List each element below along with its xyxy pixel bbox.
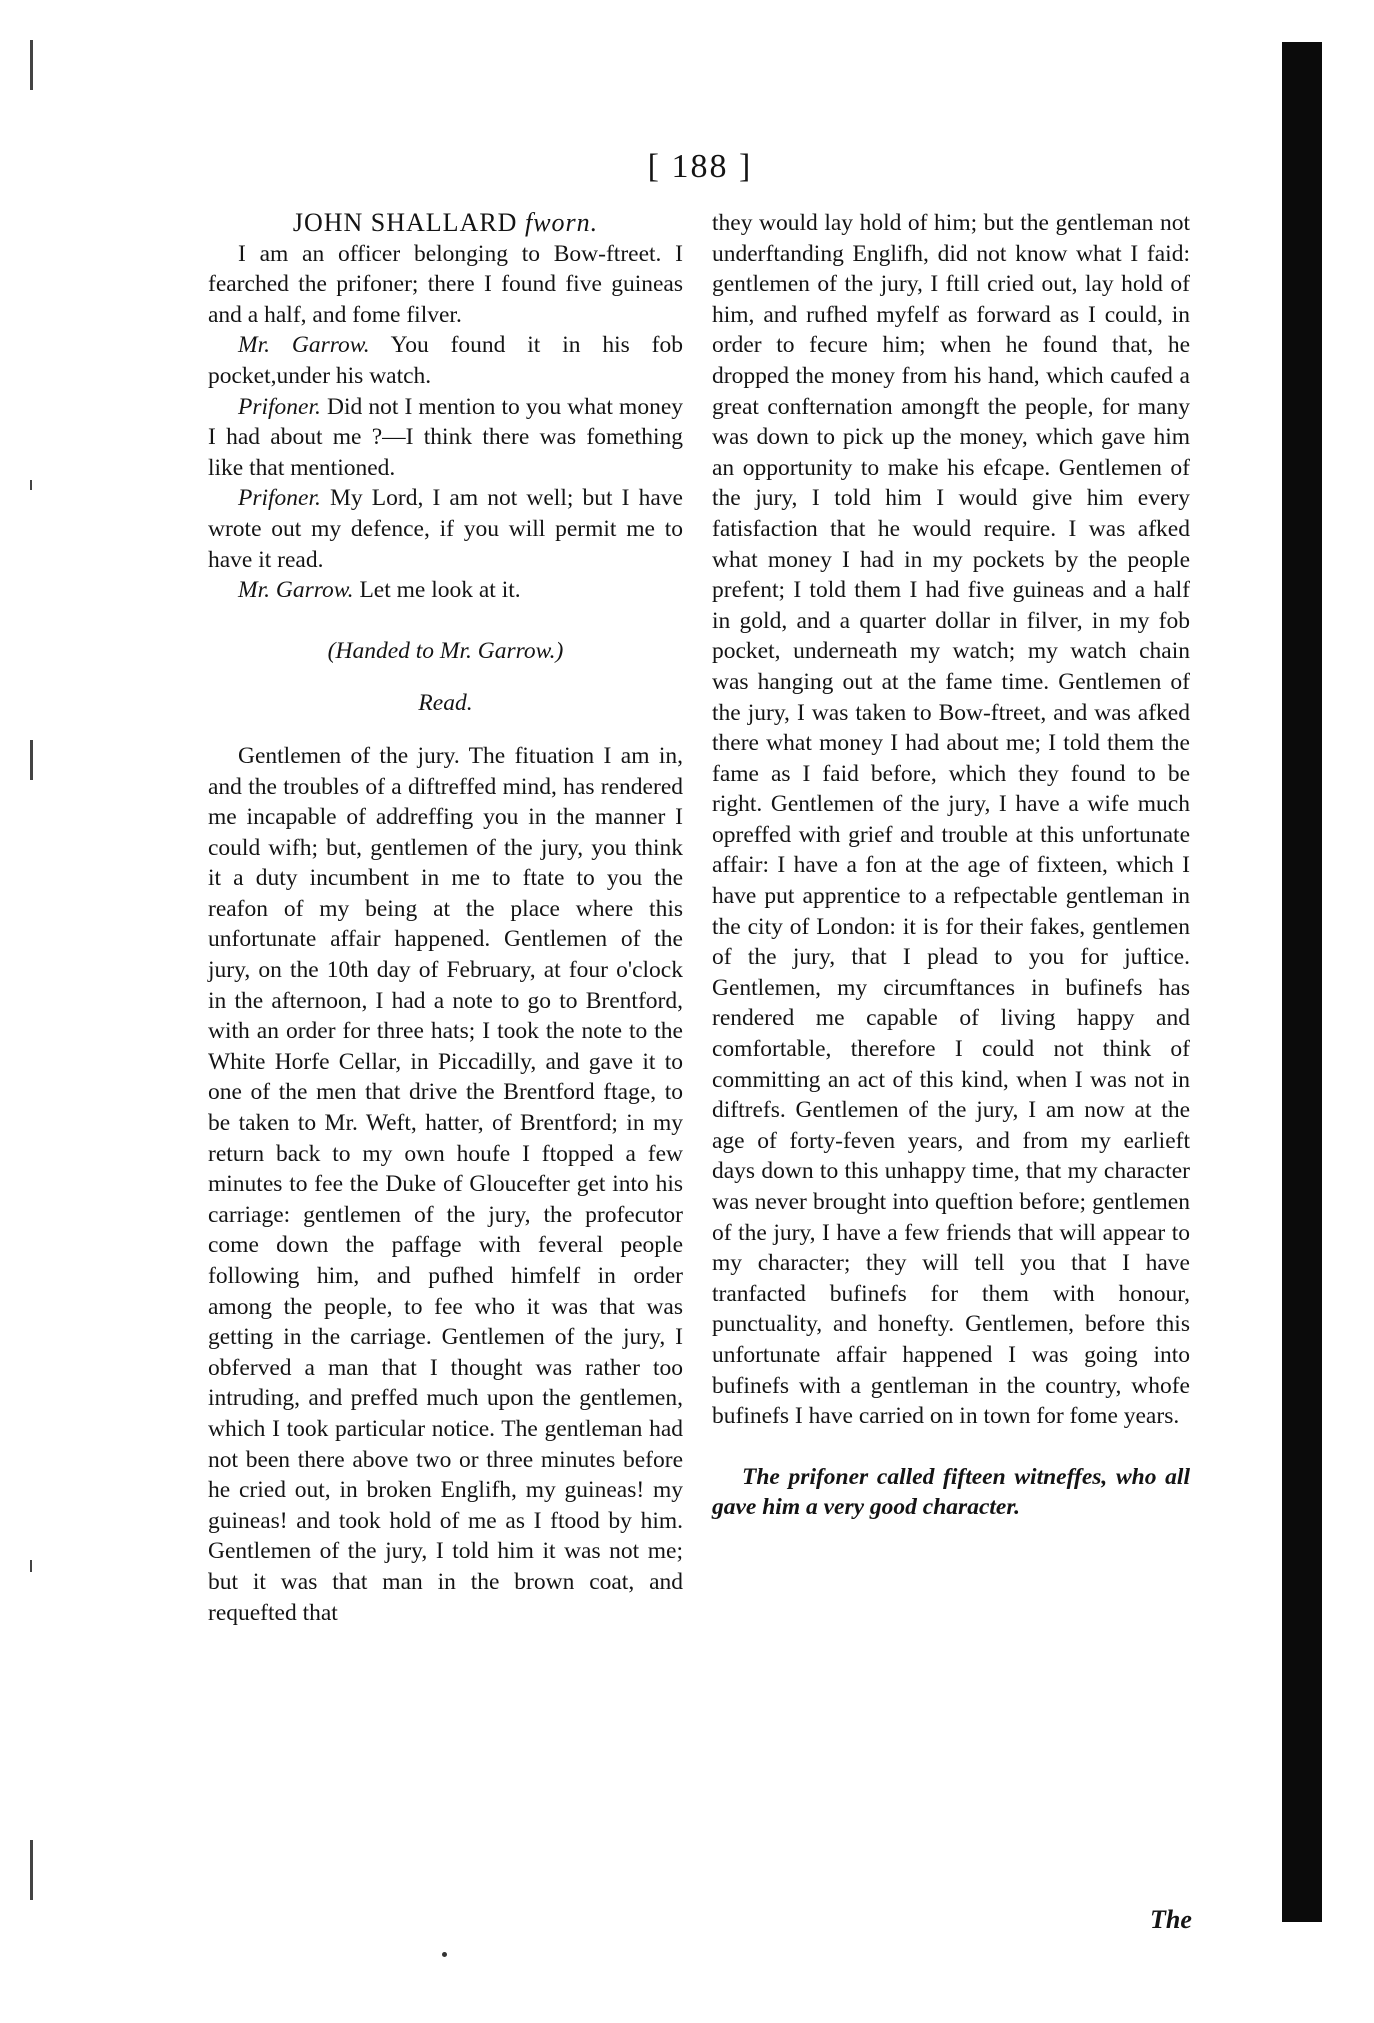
testimony-paragraph	[208, 330, 683, 391]
binding-mark	[30, 480, 32, 490]
testimony-paragraph	[208, 392, 683, 484]
closing-note: The prifoner called fifteen witneffes, who all gave him a very good character.	[712, 1463, 1190, 1521]
defence-continuation: they would lay hold of him; but the gentleman not underftanding Englifh, did not know what I faid: gentlemen of the jury, I ftill cried out, lay hold of him, and rufhed myfelf as forward as I could, in order to fecure him; when he found that, he dropped the money from his hand, which caufed a great confternation amongft the people, for many was down to pick up the money, which gave him an opportunity to make his efcape. Gentlemen of the jury, I told him I would give him every fatisfaction that he would require. I was afked what money I had in my pockets by the people prefent; I told them I had five guineas and a half in gold, and a quarter dollar in filver, in my fob pocket, underneath my watch; my watch chain was hanging out at the fame time. Gentlemen of the jury, I was taken to Bow-ftreet, and was afked there what money I had about me; I told them the fame as I faid before, which they found to be right. Gentlemen of the jury, I have a wife much opreffed with grief and trouble at this unfortunate affair: I have a fon at the age of fixteen, which I have put apprentice to a refpectable gentleman in the city of London: it is for their fakes, gentlemen of the jury, that I plead to you for juftice. Gentlemen, my circumftances in bufinefs has rendered me capable of living happy and comfortable, therefore I could not think of committing an act of this kind, when I was not in diftrefs. Gentlemen of the jury, I am now at the age of forty-feven years, and from my earlieft days down to this unhappy time, that my character was never brought into queftion before; gentlemen of the jury, I have a few friends that will appear to my character; they will tell you that I have tranfacted bufinefs for them with honour, punctuality, and honefty. Gentlemen, before this unfortunate affair happened I was going into bufinefs with a gentleman in the country, whofe bufinefs I have carried on in town for fome years.	[712, 210, 1190, 1430]
binding-mark	[30, 1560, 32, 1572]
page-number: [ 188 ]	[647, 148, 753, 185]
binding-mark	[30, 740, 33, 780]
speech-text: Did not I mention to you what money I had about me ?—I think there was fomething like that mentioned.	[208, 393, 683, 481]
scan-edge-shadow	[1282, 42, 1322, 1922]
speaker-label: Prifoner.	[238, 485, 321, 512]
testimony-paragraph	[208, 483, 683, 575]
speaker-label: Prifoner.	[238, 393, 321, 420]
binding-mark	[30, 1840, 33, 1900]
stage-direction: (Handed to Mr. Garrow.)	[327, 637, 564, 664]
speaker-label: Mr. Garrow.	[238, 332, 370, 359]
binding-mark	[30, 40, 33, 90]
catchword: The	[1150, 1905, 1192, 1934]
defence-text: Gentlemen of the jury. The fituation I am in, and the troubles of a diftreffed mind, has rendered me incapable of addreffing you in the manner I could wifh; but, gentlemen of the jury, you think it a duty incumbent in me to ftate to you the reafon of my being at the place where this unfortunate affair happened. Gentlemen of the jury, on the 10th day of February, at four o'clock in the afternoon, I had a note to go to Brentford, with an order for three hats; I took the note to the White Horfe Cellar, in Piccadilly, and gave it to one of the men that drive the Brentford ftage, to be taken to Mr. Weft, hatter, of Brentford; in my return back to my own houfe I ftopped a few minutes to fee the Duke of Gloucefter get into his carriage: gentlemen of the jury, the profecutor come down the paffage with feveral people following him, and pufhed himfelf in order among the people, to fee who it was that was getting in the carriage. Gentlemen of the jury, I obferved a man that I thought was rather too intruding, and preffed much upon the gentlemen, which I took particular notice. The gentleman had not been there above two or three minutes before he cried out, in broken Englifh, my guineas! my guineas! and took hold of me as I ftood by him. Gentlemen of the jury, I told him it was not me; but it was that man in the brown coat, and requefted that	[208, 742, 683, 1626]
ink-speck	[442, 1952, 447, 1957]
testimony-paragraph: I am an officer belonging to Bow-ftreet. I fearched the prifoner; there I found five guineas and a half, and fome filver.	[208, 240, 683, 328]
speech-text: You found it in his fob pocket,under his watch.	[208, 332, 684, 389]
witness-heading	[208, 208, 683, 239]
speaker-label: Mr. Garrow.	[238, 577, 354, 604]
left-column	[208, 208, 683, 1628]
witness-status: fworn.	[524, 208, 599, 237]
stage-direction-read: Read.	[418, 690, 473, 717]
speech-text: Let me look at it.	[353, 577, 521, 604]
witness-name: JOHN SHALLARD	[292, 208, 518, 237]
testimony-paragraph	[208, 575, 683, 606]
right-column	[712, 208, 1190, 1523]
speech-text: My Lord, I am not well; but I have wrote out my defence, if you will permit me to have it read.	[208, 485, 683, 573]
